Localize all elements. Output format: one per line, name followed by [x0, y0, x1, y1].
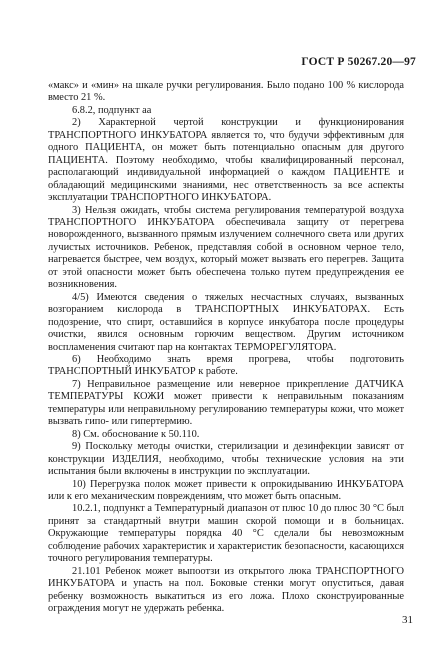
paragraph-clause-10-2-1: 10.2.1, подпункт а Температурный диапазон от плюс 10 до плюс 30 °С был принят за стандартный внутри машин скорой помощи и в больницах. Окружающие температуры порядка 40 °С сделали бы невозможным соблюдение рабочих характеристик и характеристик безопасности, касающихся точного регулирования температуры.: [48, 503, 404, 565]
paragraph-item-4-5: 4/5) Имеются сведения о тяжелых несчастных случаях, вызванных возгоранием кислорода в ТРАНСПОРТНЫХ ИНКУБАТОРАХ. Есть подозрение, что спирт, оставшийся в корпусе инкубатора после процедуры очистки, явился основным горючим веществом. Другим источником воспламенения считают пар на контактах ТЕРМОРЕГУЛЯТОРА.: [48, 291, 404, 353]
page-number: 31: [402, 614, 413, 626]
paragraph-item-2: 2) Характерной чертой конструкции и функционирования ТРАНСПОРТНОГО ИНКУБАТОРА является то, что будучи эффективным для одного ПАЦИЕНТА, он может быть потенциально опасным для другого ПАЦИЕНТА. Поэтому необходимо, чтобы квалифицированный персонал, располагающий индивидуальной информацией о каждом ПАЦИЕНТЕ и обладающий медицинскими знаниями, нес ответственность за все аспекты эксплуатации ТРАНСПОРТНОГО ИНКУБАТОРА.: [48, 117, 404, 204]
paragraph-item-7: 7) Неправильное размещение или неверное прикрепление ДАТЧИКА ТЕМПЕРАТУРЫ КОЖИ может привести к неправильным показаниям температуры или неправильному регулированию температуры кожи, что может вызвать гипо- или гипертермию.: [48, 378, 404, 428]
paragraph-item-10: 10) Перегрузка полок может привести к опрокидыванию ИНКУБАТОРА или к его механическим повреждениям, что может быть опасным.: [48, 478, 404, 502]
body-text: [48, 80, 404, 615]
paragraph-clause-21-101: 21.101 Ребенок может выпоотзи из открытого люка ТРАНСПОРТНОГО ИНКУБАТОРА и упасть на пол. Боковые стенки могут опуститься, давая ребенку возможность выкатиться из его ложа. Плохо сконструированные ограждения могут не удержать ребенка.: [48, 565, 404, 615]
paragraph-item-3: 3) Нельзя ожидать, чтобы система регулирования температурой воздуха ТРАНСПОРТНОГО ИНКУБАТОРА обеспечивала защиту от перегрева новорожденного, вызванного прямым излучением солнечного света или других лучистых источников. Ребенок, представляя собой в основном черное тело, нагревается быстрее, чем воздух, который может вызвать его перегрев. Защита от этой опасности может быть обеспечена только путем предупреждения ее возникновения.: [48, 204, 404, 291]
paragraph-continuation: «макс» и «мин» на шкале ручки регулирования. Было подано 100 % кислорода вместо 21 %.: [48, 80, 404, 104]
standard-designation: ГОСТ Р 50267.20—97: [301, 56, 416, 68]
paragraph-item-6: 6) Необходимо знать время прогрева, чтобы подготовить ТРАНСПОРТНЫЙ ИНКУБАТОР к работе.: [48, 353, 404, 378]
paragraph-item-8: 8) См. обоснование к 50.110.: [72, 428, 200, 440]
paragraph-clause-reference: 6.8.2, подпункт аа: [72, 104, 152, 116]
paragraph-item-9: 9) Поскольку методы очистки, стерилизации и дезинфекции зависят от конструкции ИЗДЕЛИЯ, необходимо, чтобы технические условия на эти испытания были включены в инструкции по эксплуатации.: [48, 441, 404, 478]
